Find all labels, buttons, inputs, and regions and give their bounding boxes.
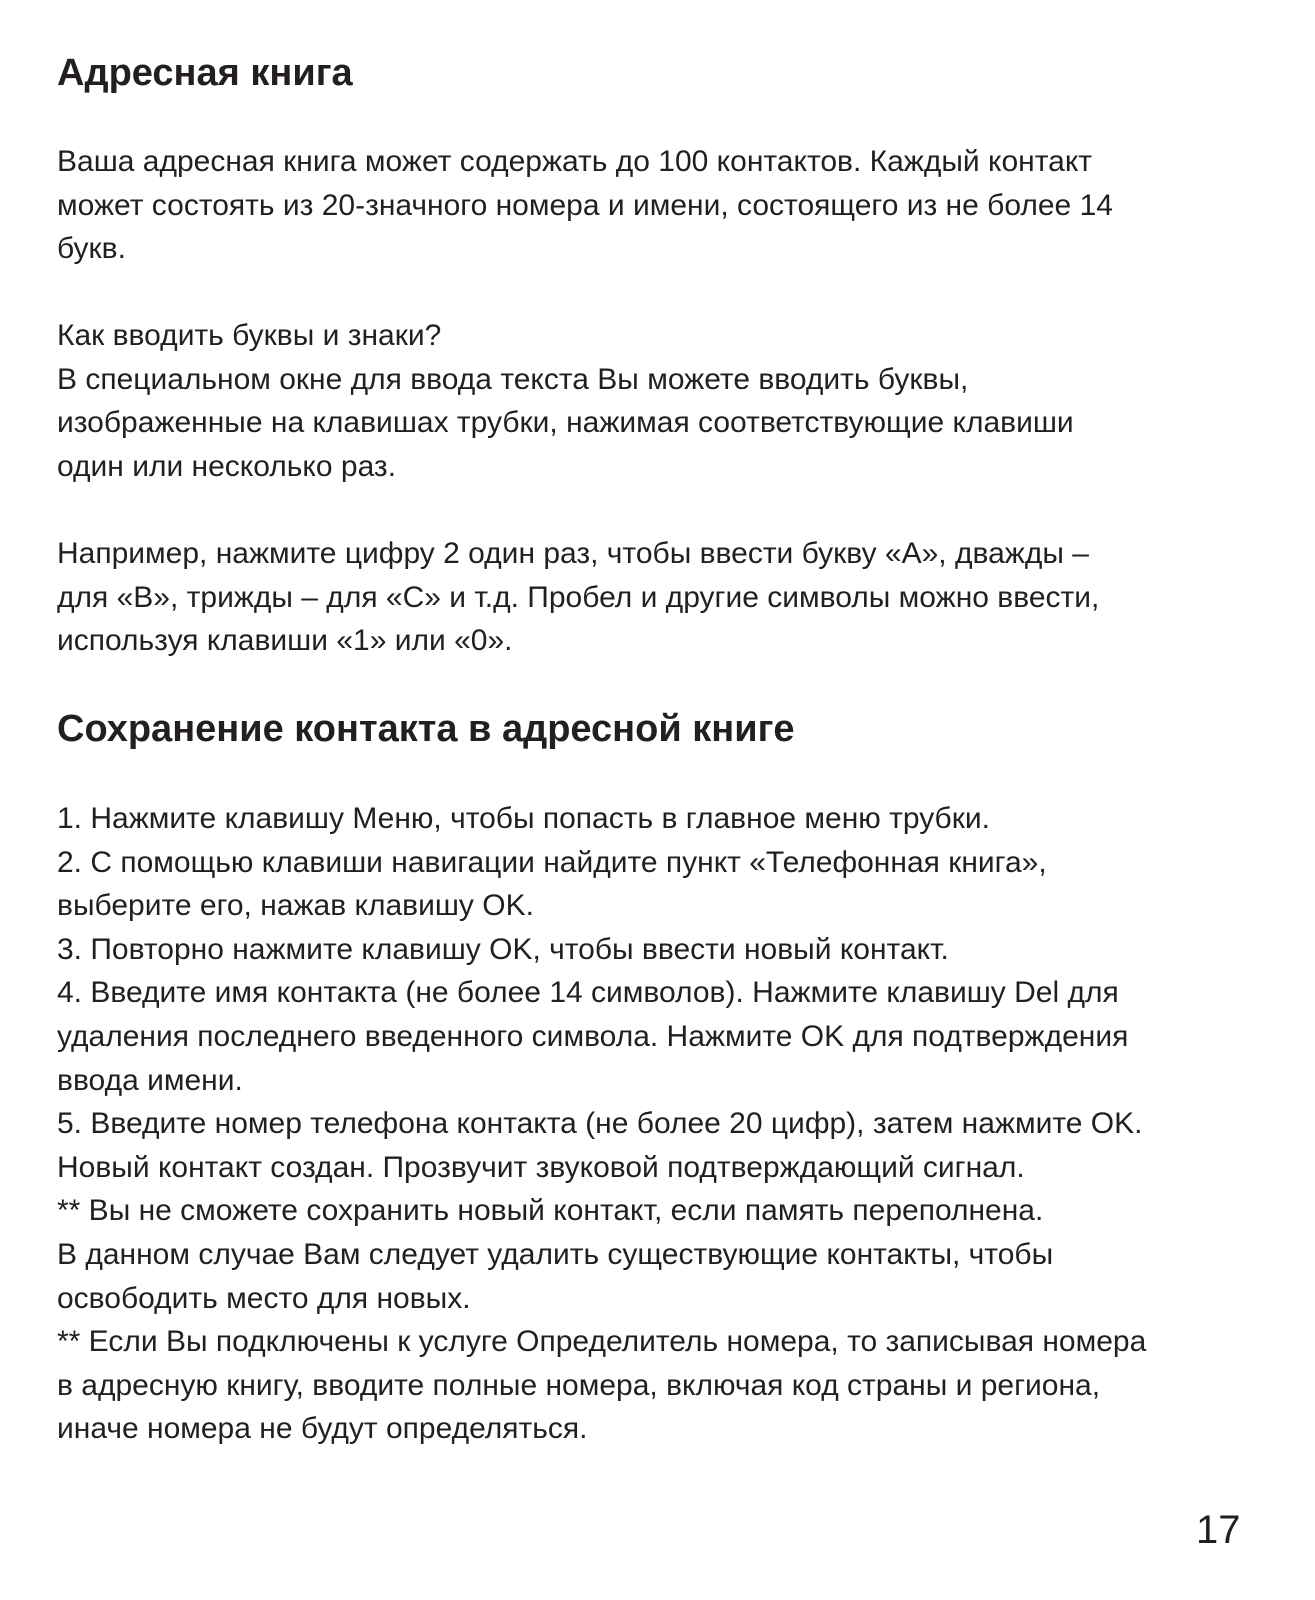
text-line: может состоять из 20-значного номера и имени, состоящего из не более 14 (57, 188, 1113, 222)
text-line: один или несколько раз. (57, 449, 397, 483)
text-line: 4. Введите имя контакта (не более 14 символов). Нажмите клавишу Del для (57, 976, 1119, 1010)
text-line: выберите его, нажав клавишу OK. (57, 889, 534, 923)
text-line: ** Вы не сможете сохранить новый контакт, если память переполнена. (57, 1194, 1044, 1228)
text-line: в адресную книгу, вводите полные номера, включая код страны и региона, (57, 1368, 1101, 1402)
text-line: 2. С помощью клавиши навигации найдите пункт «Телефонная книга», (57, 845, 1047, 879)
text-line: изображенные на клавишах трубки, нажимая соответствующие клавиши (57, 406, 1074, 440)
text-line: 5. Введите номер телефона контакта (не более 20 цифр), затем нажмите OK. (57, 1107, 1143, 1141)
text-line: В данном случае Вам следует удалить существующие контакты, чтобы (57, 1237, 1054, 1271)
example-paragraph (57, 532, 1099, 663)
section-title-address-book: Адресная книга (57, 52, 353, 94)
text-line: Новый контакт создан. Прозвучит звуковой подтверждающий сигнал. (57, 1150, 1025, 1184)
text-line: используя клавиши «1» или «0». (57, 624, 513, 658)
text-line: ** Если Вы подключены к услуге Определитель номера, то записывая номера (57, 1325, 1147, 1359)
text-line: 1. Нажмите клавишу Меню, чтобы попасть в главное меню трубки. (57, 802, 990, 835)
text-line: для «В», трижды – для «С» и т.д. Пробел и другие символы можно ввести, (57, 580, 1100, 614)
text-line: Например, нажмите цифру 2 один раз, чтобы ввести букву «А», дважды – (57, 537, 1089, 570)
text-line: удаления последнего введенного символа. Нажмите OK для подтверждения (57, 1019, 1129, 1053)
section-title-save-contact: Сохранение контакта в адресной книге (57, 708, 795, 750)
text-line: 3. Повторно нажмите клавишу OK, чтобы ввести новый контакт. (57, 932, 949, 966)
text-line: В специальном окне для ввода текста Вы можете вводить буквы, (57, 362, 969, 396)
page-number: 17 (1196, 1508, 1241, 1552)
text-line: букв. (57, 232, 126, 266)
text-line: освободить место для новых. (57, 1281, 471, 1315)
text-line: Как вводить буквы и знаки? (57, 319, 442, 352)
text-line: Ваша адресная книга может содержать до 100 контактов. Каждый контакт (57, 145, 1093, 178)
text-line: иначе номера не будут определяться. (57, 1412, 588, 1446)
intro-paragraph (57, 140, 1113, 271)
instructions-paragraph (57, 797, 1146, 1451)
how-to-paragraph (57, 314, 1074, 488)
text-line: ввода имени. (57, 1063, 243, 1097)
